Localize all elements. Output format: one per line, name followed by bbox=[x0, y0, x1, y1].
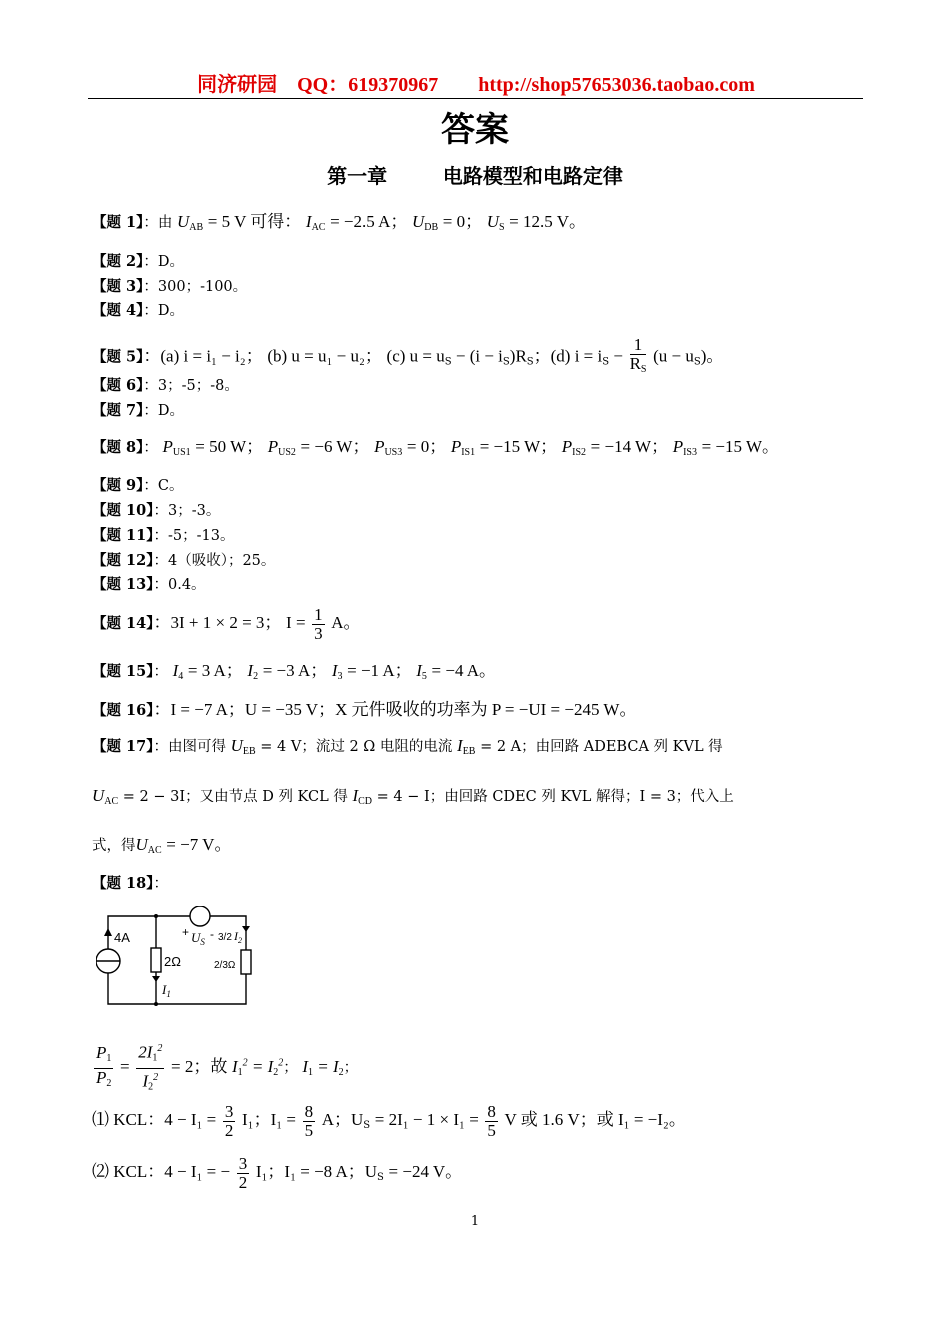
question-label: 【题 2】 bbox=[92, 253, 144, 270]
text: = −2.5 A； bbox=[330, 212, 408, 231]
text: ：-5；-13。 bbox=[153, 528, 235, 544]
text: = −1 A； bbox=[347, 661, 412, 680]
text: = 2 A；由回路 ADEBCA 列 KVL 得 bbox=[480, 739, 723, 755]
question-label: 【题 9】 bbox=[92, 477, 144, 494]
answer-q18-case2: ⑵ KCL：4 − I₁ = − $\frac{3}{2}$ I₁；I₁ = −8 A；$U_S = -24$ V。 bbox=[92, 1153, 463, 1192]
text: ：300；-100。 bbox=[143, 279, 248, 295]
text: )R bbox=[509, 346, 527, 366]
text: )。 bbox=[700, 346, 724, 366]
text: (b) u = u₁ − u₂； bbox=[267, 346, 382, 366]
header-rule bbox=[88, 98, 863, 99]
numerator: 1 bbox=[630, 336, 647, 355]
question-label: 【题 6】 bbox=[92, 377, 144, 394]
text: (u − u bbox=[653, 346, 694, 366]
voltage-source-us bbox=[190, 906, 210, 926]
text: = −3 A； bbox=[262, 661, 328, 680]
answer-q6 bbox=[92, 376, 239, 396]
text: ：由 bbox=[143, 215, 173, 231]
question-label: 【题 17】 bbox=[92, 738, 154, 755]
question-label: 【题 1】 bbox=[92, 214, 144, 231]
text: ： bbox=[153, 876, 168, 892]
page-title: 答案 bbox=[441, 110, 509, 150]
answer-q15: 【题 15】： $I_4 = 3$ A； $I_2 = -3$ A； $I_3 = -1$ A； $I_5 = -4$ A。 bbox=[92, 661, 497, 682]
text: V 或 1.6 V；或 I₁ = −I₂。 bbox=[504, 1110, 686, 1129]
question-label: 【题 5】 bbox=[92, 348, 144, 366]
denominator: 3 bbox=[314, 623, 323, 643]
text: = 2 − 3I；又由节点 D 列 KCL 得 bbox=[122, 789, 348, 805]
text: = 12.5 V。 bbox=[509, 212, 586, 231]
text: ： bbox=[153, 664, 168, 680]
question-label: 【题 11】 bbox=[92, 527, 154, 544]
answer-q18 bbox=[92, 874, 168, 894]
math-var: $U_{AB}$ bbox=[177, 212, 204, 233]
question-label: 【题 13】 bbox=[92, 576, 154, 593]
answer-q8: 【题 8】： $P_{US1} = 50$ W； $P_{US2} = -6$ W； $P_{US3} = 0$； $P_{IS1} = -15$ W； $P_{IS2} = -14$ W； $P_{IS3} = -15$ W。 bbox=[92, 437, 780, 458]
text: = −7 V。 bbox=[166, 835, 232, 854]
label-i2: $I_2$ bbox=[234, 929, 242, 945]
answer-q3 bbox=[92, 277, 247, 297]
text: ⑵ KCL：4 − I₁ = − bbox=[92, 1162, 231, 1181]
question-label: 【题 8】 bbox=[92, 439, 144, 456]
question-label: 【题 7】 bbox=[92, 402, 144, 419]
answer-q17-line1: 【题 17】：由图可得 $U_{EB} = 4$ V；流过 2 Ω 电阻的电流 $I_{EB} = 2$ A；由回路 ADEBCA 列 KVL 得 bbox=[92, 736, 723, 757]
question-label: 【题 12】 bbox=[92, 552, 154, 569]
text: − bbox=[609, 346, 623, 366]
text: ：D。 bbox=[143, 403, 185, 419]
label-2-3ohm: 2/3Ω bbox=[214, 960, 236, 971]
answer-q13 bbox=[92, 575, 206, 595]
text: I = bbox=[286, 613, 306, 632]
chapter-title: 第一章 电路模型和电路定律 bbox=[327, 164, 623, 188]
text: = 0； bbox=[442, 212, 483, 231]
answer-q9 bbox=[92, 476, 184, 496]
text: = −15 W。 bbox=[701, 437, 780, 456]
text: 式，得 bbox=[92, 838, 136, 854]
text: = 2I₁ − 1 × I₁ = bbox=[374, 1110, 479, 1129]
fraction: $\frac{3}{2}$ bbox=[238, 1153, 248, 1192]
answer-q2 bbox=[92, 252, 184, 272]
node bbox=[154, 914, 158, 918]
question-label: 【题 3】 bbox=[92, 278, 144, 295]
text: (c) u = u bbox=[386, 346, 445, 366]
label-coef: 3/2 bbox=[218, 932, 232, 943]
text: ：(a) i = i₁ − i₂； bbox=[143, 346, 263, 366]
text: ：D。 bbox=[143, 254, 185, 270]
math-var: $U_S$ bbox=[486, 212, 505, 233]
answer-q7 bbox=[92, 401, 184, 421]
text: ：3I + 1 × 2 = 3； bbox=[153, 613, 282, 632]
answer-q10 bbox=[92, 501, 220, 521]
text: = −6 W； bbox=[300, 437, 370, 456]
question-label: 【题 15】 bbox=[92, 663, 154, 680]
text: − (i − i bbox=[451, 346, 503, 366]
question-label: 【题 16】 bbox=[92, 702, 154, 719]
answer-q16 bbox=[92, 700, 636, 721]
fraction: $\frac{1}{R_S}$ bbox=[629, 335, 647, 375]
question-label: 【题 14】 bbox=[92, 615, 154, 632]
text: = −24 V。 bbox=[388, 1162, 463, 1181]
question-label: 【题 4】 bbox=[92, 302, 144, 319]
math-var: $I_{AC}$ bbox=[305, 212, 326, 233]
text: ：D。 bbox=[143, 303, 185, 319]
text: = 50 W； bbox=[195, 437, 264, 456]
question-label: 【题 18】 bbox=[92, 875, 154, 892]
fraction: $\frac{8}{5}$ bbox=[487, 1101, 496, 1140]
numerator: 1 bbox=[314, 604, 323, 624]
question-label: 【题 10】 bbox=[92, 502, 154, 519]
text: ； bbox=[283, 1060, 298, 1077]
text: ： bbox=[143, 440, 158, 456]
text: ； bbox=[343, 1060, 359, 1077]
text: = 4 V；流过 2 Ω 电阻的电流 bbox=[260, 739, 453, 755]
fraction: $\frac{2I_1^2}{I_2^2}$ bbox=[136, 1040, 164, 1096]
resistor-2-3ohm bbox=[241, 950, 251, 974]
fraction bbox=[312, 606, 325, 643]
fraction: $\frac{3}{2}$ bbox=[224, 1101, 234, 1140]
text: I₁；I₁ = bbox=[241, 1110, 296, 1129]
page-number: 1 bbox=[470, 1214, 480, 1229]
circuit-diagram bbox=[96, 906, 256, 1010]
denominator: R bbox=[629, 354, 641, 373]
arrow-up-4a bbox=[104, 928, 112, 936]
label-plus: + bbox=[182, 925, 190, 939]
text: = 3 A； bbox=[187, 661, 243, 680]
text: ：0.4。 bbox=[153, 577, 206, 593]
answer-q1 bbox=[92, 212, 586, 238]
text: = 2；故 bbox=[170, 1057, 228, 1077]
fraction: $\frac{P_1}{P_2}$ bbox=[96, 1042, 112, 1089]
text: = 5 V 可得： bbox=[207, 212, 302, 231]
text: I₁；I₁ = −8 A；U bbox=[255, 1162, 378, 1181]
answer-q12 bbox=[92, 551, 275, 571]
page-header: 同济研园 QQ：619370967 http://shop57653036.taobao.com bbox=[197, 74, 755, 96]
text: = 4 − I；由回路 CDEC 列 KVL 解得；I = 3；代入上 bbox=[376, 789, 734, 805]
fraction: $\frac{8}{5}$ bbox=[304, 1101, 314, 1140]
text: = −4 A。 bbox=[431, 661, 497, 680]
text: ：4（吸收）；25。 bbox=[153, 553, 276, 569]
node bbox=[154, 1002, 158, 1006]
text: = −15 W； bbox=[479, 437, 558, 456]
text: ：C。 bbox=[143, 478, 184, 494]
text: ；(d) i = i bbox=[533, 346, 603, 366]
math-var: $U_{DB}$ bbox=[411, 212, 439, 233]
text: ：3；-3。 bbox=[153, 503, 221, 519]
answer-q18-case1: ⑴ KCL：4 − I₁ = $\frac{3}{2}$ I₁；I₁ = $\frac{8}{5}$ A；$U_S = 2I_1 - 1 \times I_1$ = $\frac{8}{5}$ V 或 1.6 V；或 I₁ = −I₂。 bbox=[92, 1101, 686, 1140]
text: = −14 W； bbox=[590, 437, 669, 456]
label-4a: 4A bbox=[114, 930, 130, 945]
label-minus: - bbox=[210, 927, 214, 941]
text: A。 bbox=[331, 613, 361, 632]
resistor-2ohm bbox=[151, 948, 161, 972]
answer-q17-line2: $U_{AC} = 2 - 3I$；又由节点 D 列 KCL 得 $I_{CD} = 4 - I$；由回路 CDEC 列 KVL 解得；I = 3；代入上 bbox=[92, 786, 734, 807]
answer-q17-line3: 式，得$U_{AC} = -7$ V。 bbox=[92, 835, 232, 856]
answer-q18-power-ratio: $\frac{P_1}{P_2}$ = $\frac{2I_1^2}{I_2^2}$ = 2；故 $I_1^2 = I_2^2$； $I_1 = I_2$； bbox=[92, 1040, 358, 1096]
label-i1: $I_1$ bbox=[162, 982, 171, 999]
answer-q11 bbox=[92, 526, 234, 546]
arrow-down-i1 bbox=[152, 976, 160, 982]
text: ：I = −7 A；U = −35 V；X 元件吸收的功率为 P = −UI = −245 W。 bbox=[153, 700, 637, 719]
answer-q14 bbox=[92, 603, 361, 644]
answer-q4 bbox=[92, 301, 184, 321]
text: ：由图可得 bbox=[153, 739, 226, 755]
text: A；U bbox=[321, 1110, 364, 1129]
label-us: $U_S$ bbox=[191, 930, 205, 947]
answer-q5: 【题 5】：(a) i = i₁ − i₂； (b) u = u₁ − u₂； (c) $u = u_S - (i - i_S)R_S$；(d) $i = i_S$ − $\frac{1}{R_S}$ $(u - u_S)$。 bbox=[92, 336, 723, 379]
arrow-down-i2 bbox=[242, 926, 250, 932]
text: ⑴ KCL：4 − I₁ = bbox=[92, 1110, 217, 1129]
text: ：3；-5；-8。 bbox=[143, 378, 239, 394]
label-2ohm: 2Ω bbox=[164, 954, 181, 969]
text: = 0； bbox=[406, 437, 447, 456]
